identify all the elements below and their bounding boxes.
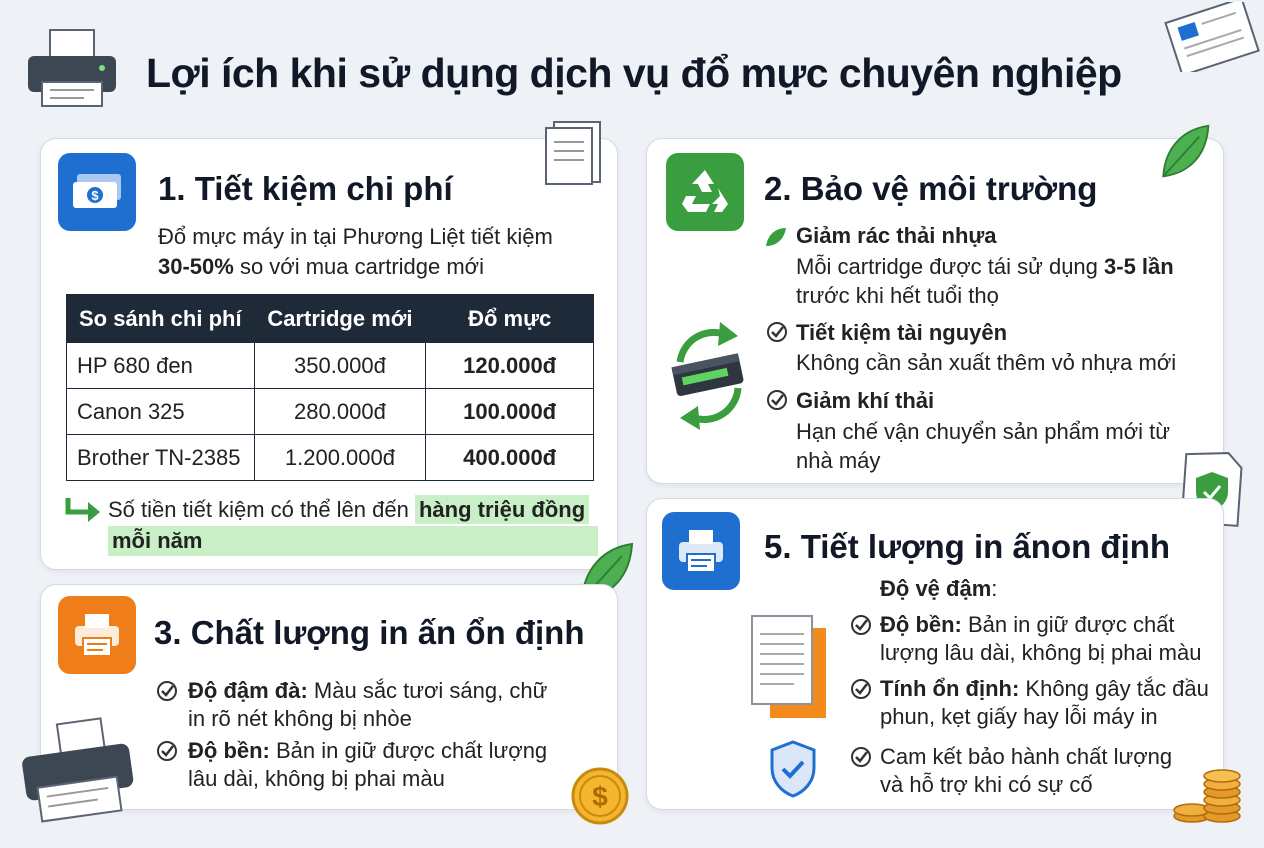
env-item1-title: Giảm rác thải nhựa [796,223,997,248]
stability-item2-line1 [880,674,1209,704]
cell-refill-price: 120.000đ [426,343,594,389]
table-row [67,389,594,435]
col-header-compare: So sánh chi phí [67,295,255,343]
stability-item1-line1 [880,610,1175,640]
env-item3-line1: Hạn chế vận chuyển sản phẩm mới từ [796,419,1171,444]
quality-item2-line1 [188,736,547,766]
quality-item1-text: Màu sắc tươi sáng, chữ [307,678,548,703]
savings-highlight: hàng triệu đồng [415,495,589,524]
env-item1-line1 [796,252,1174,282]
leaf-icon [1156,122,1212,182]
savings-text: Số tiền tiết kiệm có thể lên đến [108,497,415,522]
savings-percent: 30-50% [158,254,234,279]
card1-heading: 1. Tiết kiệm chi phí [158,170,453,207]
coin-icon [570,766,630,826]
stability-item3-line2: và hỗ trợ khi có sự cố [880,772,1093,797]
card2-heading: 2. Bảo vệ môi trường [764,170,1098,207]
col-header-new: Cartridge mới [254,295,426,343]
check-icon [156,740,178,762]
quality-item2-label: Độ bền: [188,738,270,763]
printer-icon [22,28,122,110]
printer-icon [58,596,136,674]
table-row [67,435,594,481]
intro-rest: so với mua cartridge mới [233,254,484,279]
check-icon [766,321,788,343]
quality-item1-line1 [188,676,547,706]
stability-item1-label: Độ bền: [880,612,962,637]
check-icon [850,678,872,700]
env-item2-title: Tiết kiệm tài nguyên [796,320,1008,345]
env-item1-prefix: Mỗi cartridge được tái sử dụng [796,254,1105,279]
arrow-right-icon [64,496,102,526]
document-icon [1160,2,1260,72]
cell-refill-price: 400.000đ [426,435,594,481]
card3-heading: 3. Chất lượng in ấn ổn định [154,614,585,651]
stability-item3-text: Cam kết bảo hành chất lượng [880,744,1173,769]
document-icon [748,612,830,720]
col-header-refill: Đổ mực [426,295,594,343]
card5-sub-bold: Độ vệ đậm [880,576,992,601]
shield-check-icon [768,740,818,798]
table-row [67,343,594,389]
cell-new-price: 350.000đ [254,343,426,389]
stability-item2-line2: phun, kẹt giấy hay lỗi máy in [880,704,1158,729]
check-icon [156,680,178,702]
card5-subheading [880,574,997,604]
cell-model: Canon 325 [67,389,255,435]
check-icon [850,614,872,636]
savings-note-line2: mỗi năm [108,526,598,556]
cell-new-price: 1.200.000đ [254,435,426,481]
env-item3-title: Giảm khí thải [796,388,935,413]
stability-item2-text: Không gây tắc đầu [1019,676,1209,701]
card1-intro-line1: Đổ mực máy in tại Phương Liệt tiết kiệm [158,224,553,249]
stability-item1-line2: lượng lâu dài, không bị phai màu [880,640,1202,665]
env-item2-line1: Không cần sản xuất thêm vỏ nhựa mới [796,350,1177,375]
cartridge-recycle-icon [660,318,756,434]
check-icon [766,389,788,411]
cost-comparison-table [66,294,594,481]
coins-stack-icon [1170,764,1244,826]
page-title: Lợi ích khi sử dụng dịch vụ đổ mực chuyên nghiệp [146,50,1122,96]
document-icon [540,118,606,188]
stability-item2-label: Tính ổn định: [880,676,1020,701]
card5-heading: 5. Tiết lượng in ấnon định [764,528,1171,565]
cell-model: HP 680 đen [67,343,255,389]
check-icon [850,746,872,768]
svg-text:$: $ [91,188,99,203]
quality-item1-label: Độ đậm đà: [188,678,308,703]
card1-intro-line2 [158,252,484,282]
stability-item1-text: Bản in giữ được chất [961,612,1175,637]
env-item1-line2: trước khi hết tuổi thọ [796,283,999,308]
stability-item3-line1 [880,742,1172,772]
money-icon [58,153,136,231]
card5-sub-rest: : [991,576,998,601]
leaf-icon [764,226,788,248]
quality-item2-line2: lâu dài, không bị phai màu [188,766,445,791]
printer-icon [662,512,740,590]
printer-icon [18,716,138,832]
cell-refill-price: 100.000đ [426,389,594,435]
savings-note-line1 [108,495,589,525]
cell-model: Brother TN-2385 [67,435,255,481]
quality-item2-text: Bản in giữ được chất lượng [269,738,548,763]
recycle-icon [666,153,744,231]
quality-item1-line2: in rõ nét không bị nhòe [188,706,412,731]
svg-text:$: $ [592,781,608,812]
env-item3-line2: nhà máy [796,448,881,473]
env-item1-bold: 3-5 lần [1104,254,1174,279]
cell-new-price: 280.000đ [254,389,426,435]
